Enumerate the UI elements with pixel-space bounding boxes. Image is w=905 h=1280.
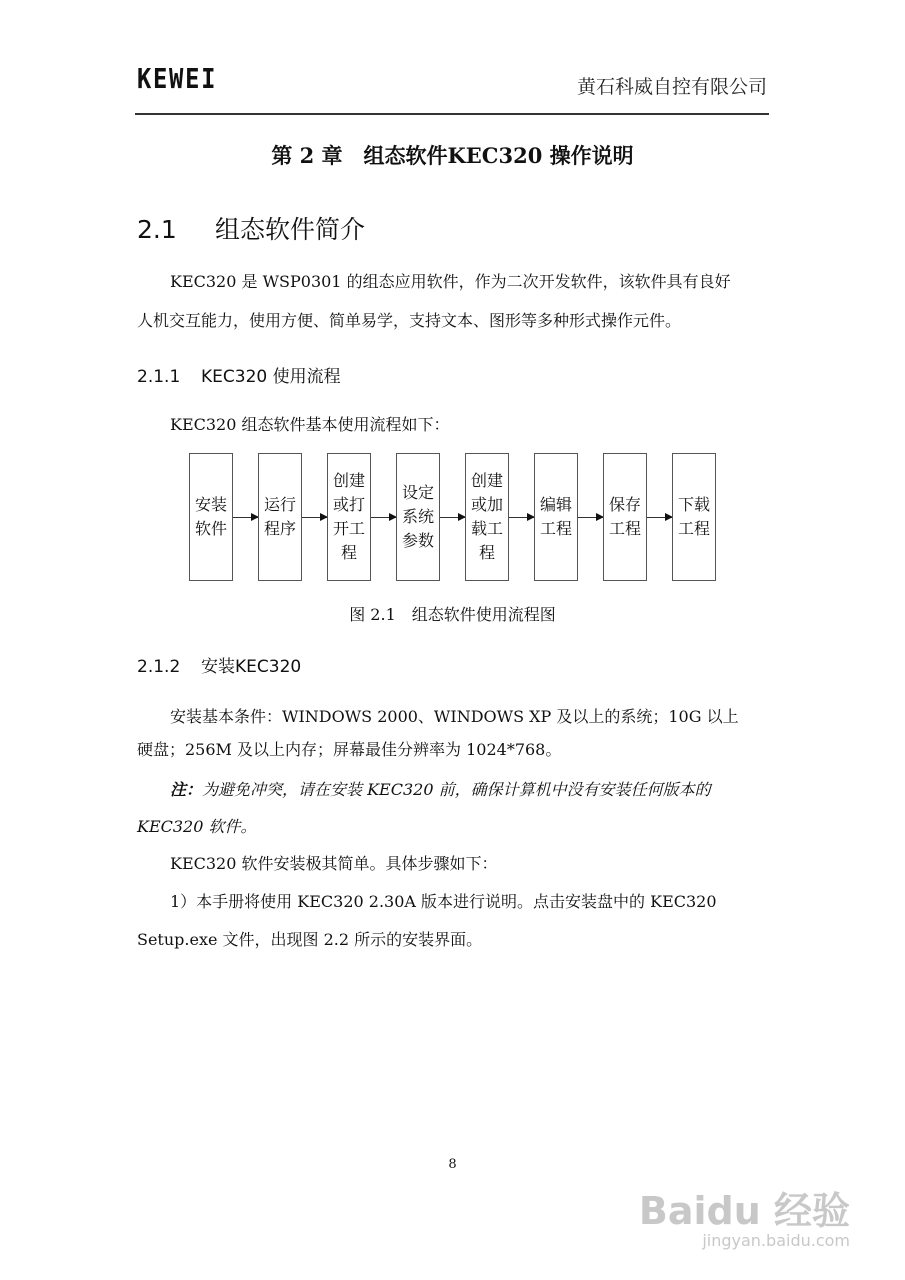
arrow-icon bbox=[233, 517, 258, 518]
section-heading-2-1 bbox=[137, 210, 365, 246]
note-line: KEC320 软件。 bbox=[137, 817, 257, 836]
flow-step: 创建或加载工程 bbox=[465, 453, 509, 581]
section-title: 安装KEC320 bbox=[201, 657, 302, 677]
page-number: 8 bbox=[448, 1157, 457, 1172]
arrow-icon bbox=[578, 517, 603, 518]
arrow-icon bbox=[302, 517, 327, 518]
section-number: 2.1.2 bbox=[137, 657, 181, 677]
section-heading-2-1-2 bbox=[137, 652, 301, 677]
arrow-icon bbox=[647, 517, 672, 518]
flow-step: 运行程序 bbox=[258, 453, 302, 581]
header-divider bbox=[135, 113, 769, 115]
flow-step: 下载工程 bbox=[672, 453, 716, 581]
kewei-logo: KEWEI bbox=[137, 62, 218, 95]
paragraph-line: KEC320 组态软件基本使用流程如下： bbox=[170, 415, 450, 434]
section-title: KEC320 使用流程 bbox=[201, 367, 341, 387]
note-label: 注： bbox=[170, 780, 203, 799]
watermark-url: jingyan.baidu.com bbox=[702, 1231, 850, 1250]
note-line bbox=[170, 779, 711, 801]
company-name: 黄石科威自控有限公司 bbox=[576, 76, 767, 98]
arrow-icon bbox=[440, 517, 465, 518]
paragraph-line: 硬盘；256M 及以上内存；屏幕最佳分辨率为 1024*768。 bbox=[137, 740, 562, 759]
paragraph-line: 1）本手册将使用 KEC320 2.30A 版本进行说明。点击安装盘中的 KEC320 bbox=[170, 892, 717, 911]
arrow-icon bbox=[509, 517, 534, 518]
figure-caption: 图 2.1 组态软件使用流程图 bbox=[349, 605, 556, 624]
paragraph-line: KEC320 是 WSP0301 的组态应用软件，作为二次开发软件，该软件具有良好 bbox=[170, 272, 731, 291]
section-heading-2-1-1 bbox=[137, 362, 341, 387]
baidu-watermark bbox=[639, 1180, 850, 1250]
flow-step: 创建或打开工程 bbox=[327, 453, 371, 581]
paragraph-line: 人机交互能力，使用方便、简单易学，支持文本、图形等多种形式操作元件。 bbox=[137, 311, 682, 330]
watermark-brand: Baidu 经验 bbox=[638, 1189, 850, 1233]
flow-step: 设定系统参数 bbox=[396, 453, 440, 581]
section-title: 组态软件简介 bbox=[215, 215, 366, 244]
flow-step: 编辑工程 bbox=[534, 453, 578, 581]
flow-step: 安装软件 bbox=[189, 453, 233, 581]
section-number: 2.1.1 bbox=[137, 367, 181, 387]
paragraph-line: KEC320 软件安装极其简单。具体步骤如下： bbox=[170, 854, 498, 873]
paragraph-line: 安装基本条件：WINDOWS 2000、WINDOWS XP 及以上的系统；10G 以上 bbox=[170, 707, 739, 726]
note-text: 为避免冲突，请在安装 KEC320 前，确保计算机中没有安装任何版本的 bbox=[202, 780, 711, 799]
chapter-title: 第 2 章 组态软件KEC320 操作说明 bbox=[271, 143, 634, 168]
section-number: 2.1 bbox=[137, 215, 177, 244]
flow-step: 保存工程 bbox=[603, 453, 647, 581]
arrow-icon bbox=[371, 517, 396, 518]
paragraph-line: Setup.exe 文件，出现图 2.2 所示的安装界面。 bbox=[137, 930, 483, 949]
